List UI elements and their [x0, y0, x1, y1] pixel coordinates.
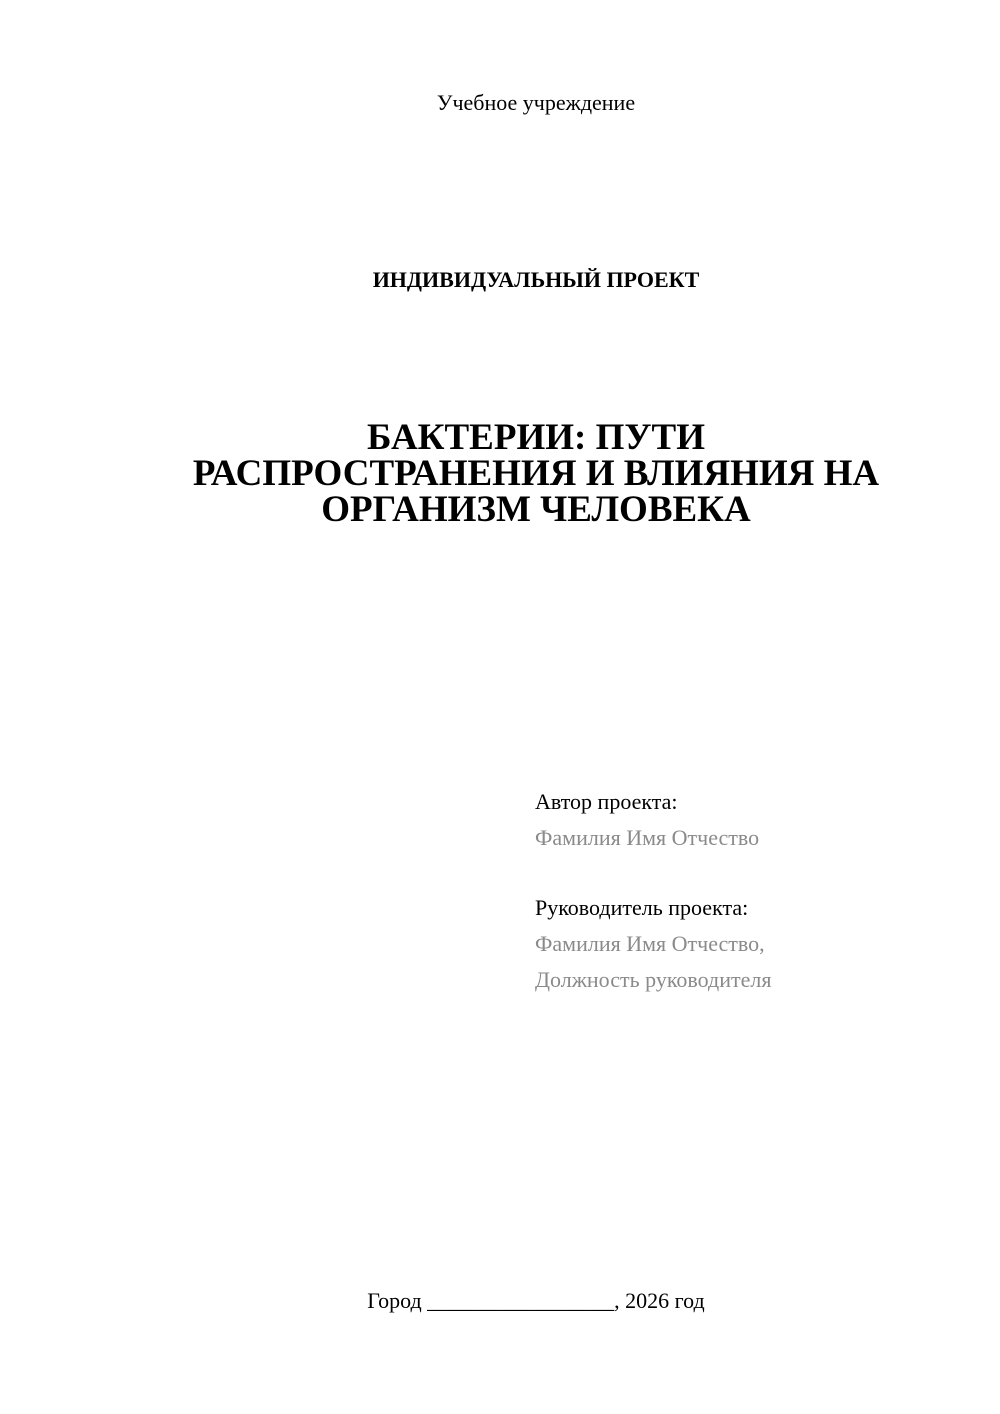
project-type-heading: ИНДИВИДУАЛЬНЫЙ ПРОЕКТ [372, 267, 700, 292]
institution-name: Учебное учреждение [436, 90, 636, 115]
author-label: Автор проекта: [535, 789, 678, 814]
author-name: Фамилия Имя Отчество [535, 825, 760, 850]
project-title [140, 417, 932, 530]
city-year-footer: Город _________________, 2026 год [367, 1288, 705, 1313]
project-title-line: РАСПРОСТРАНЕНИЯ И ВЛИЯНИЯ НА [192, 453, 880, 494]
supervisor-position: Должность руководителя [535, 967, 772, 992]
project-title-line: ОРГАНИЗМ ЧЕЛОВЕКА [321, 489, 751, 530]
author-block [535, 784, 975, 856]
supervisor-block [535, 890, 975, 998]
supervisor-label: Руководитель проекта: [535, 895, 749, 920]
project-title-line: БАКТЕРИИ: ПУТИ [366, 417, 705, 458]
supervisor-name: Фамилия Имя Отчество, [535, 931, 765, 956]
